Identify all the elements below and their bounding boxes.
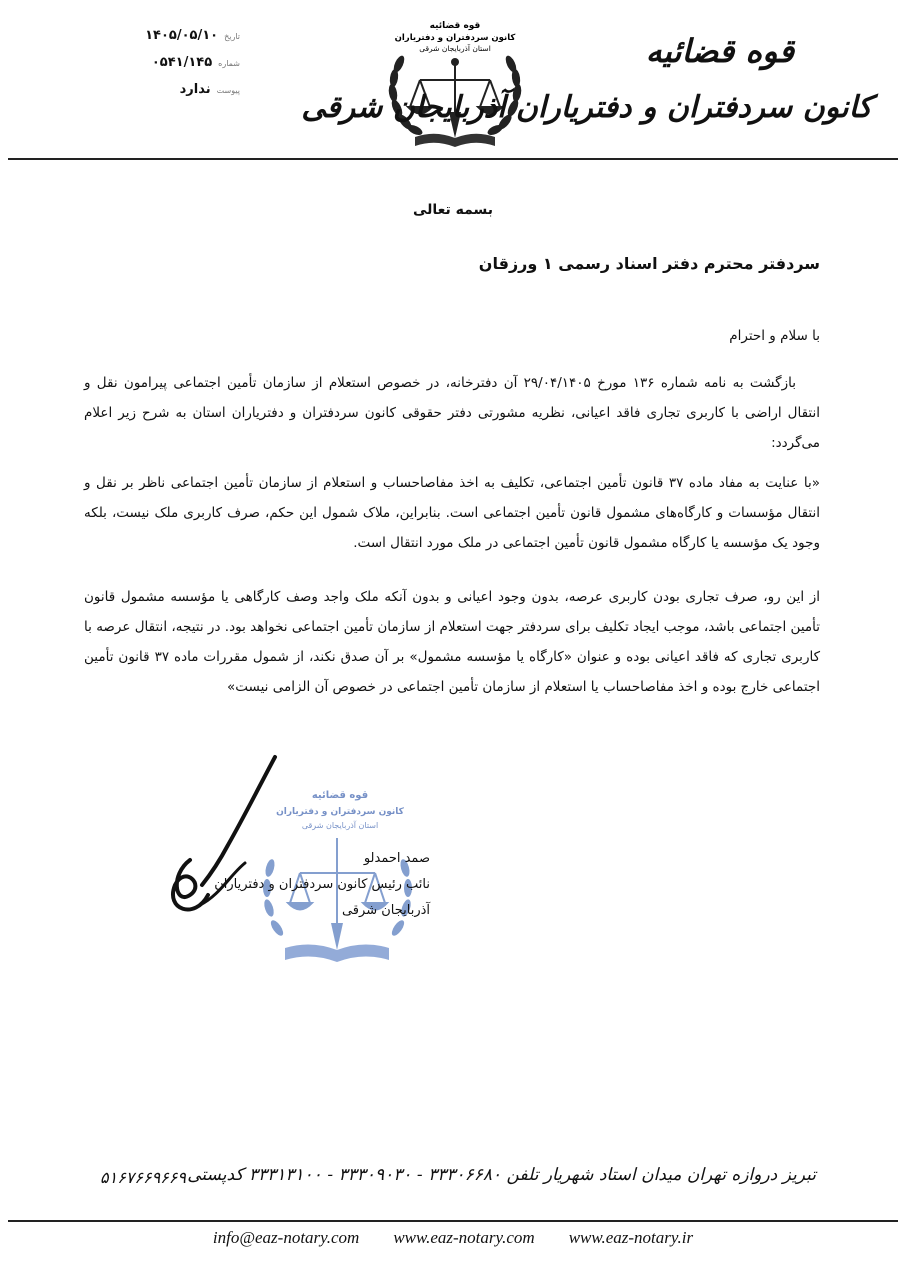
greeting: با سلام و احترام xyxy=(729,328,820,344)
org-name: کانون سردفتران و دفتریاران آذربایجان شرقی xyxy=(301,90,872,125)
signer-name: صمد احمدلو xyxy=(363,851,430,866)
recipient: سردفتر محترم دفتر اسناد رسمی ۱ ورزقان xyxy=(478,254,820,273)
website-link-ir[interactable]: www.eaz-notary.ir xyxy=(568,1228,694,1247)
paragraph-2: «با عنایت به مفاد ماده ۳۷ قانون تأمین اجتماعی، تکلیف به اخذ مفاصاحساب و استعلام از سازمان تأمین اجتماعی ناظر بر نقل و انتقال مؤسسات و کارگاه‌های مشمول قانون تأمین اجتماعی است. بنابراین، ملاک شمول این حکم، صرف کاربری ملک نیست، بلکه وجود یک مؤسسه یا کارگاه مشمول قانون تأمین اجتماعی در ملک مورد انتقال است. xyxy=(84,475,820,551)
stamp-text-2: کانون سردفتران و دفتریاران xyxy=(276,807,404,817)
signer-province: آذربایجان شرقی xyxy=(341,903,430,918)
footer-divider xyxy=(8,1220,898,1222)
signer-block xyxy=(160,846,430,924)
attachment-label: پیوست xyxy=(216,86,240,95)
date-label: تاریخ xyxy=(224,32,240,41)
date-row xyxy=(110,28,240,55)
basmala: بسمه تعالی xyxy=(412,202,494,218)
org-title: قوه قضائیه xyxy=(645,32,794,70)
letter-meta xyxy=(110,28,240,109)
number-value: ۰۵۴۱/۱۴۵ xyxy=(151,55,213,70)
email-link[interactable]: info@eaz-notary.com xyxy=(212,1228,360,1247)
attachment-value: ندارد xyxy=(179,82,211,97)
scales-of-justice-icon xyxy=(375,12,535,157)
footer-postal-code: ۵۱۶۷۶۶۹۶۶۹ xyxy=(100,1168,186,1187)
paragraph-1: بازگشت به نامه شماره ۱۳۶ مورخ ۲۹/۰۴/۱۴۰۵ آن دفترخانه، در خصوص استعلام از سازمان تأمین اجتماعی پیرامون نقل و انتقال اراضی با کاربری تجاری فاقد اعیانی، نظریه مشورتی دفتر حقوقی کانون سردفتران و دفتریاران استان به شرح زیر اعلام می‌گردد: xyxy=(84,375,820,451)
footer-address: تبریز دروازه تهران میدان استاد شهریار تلفن ۳۳۳۰۶۶۸۰ - ۳۳۳۰۹۰۳۰ - ۳۳۳۱۳۱۰۰ کدپستی xyxy=(187,1165,816,1185)
footer-links xyxy=(0,1228,906,1248)
date-value: ۱۴۰۵/۰۵/۱۰ xyxy=(145,28,219,43)
header-divider xyxy=(8,158,898,160)
website-link-com[interactable]: www.eaz-notary.com xyxy=(393,1228,535,1247)
number-label: شماره xyxy=(218,59,240,68)
logo-text-1: قوه قضائیه xyxy=(429,21,481,31)
logo-text-3: استان آذربایجان شرقی xyxy=(419,44,491,53)
logo-text-2: کانون سردفتران و دفتریاران xyxy=(394,33,516,43)
judiciary-logo xyxy=(375,12,535,157)
number-row xyxy=(110,55,240,82)
stamp-text-3: استان آذربایجان شرقی xyxy=(301,821,379,830)
signer-title: نائب رئیس کانون سردفتران و دفتریاران xyxy=(214,877,430,892)
attachment-row xyxy=(110,82,240,109)
paragraph-3: از این رو، صرف تجاری بودن کاربری عرصه، بدون وجود اعیانی و بدون آنکه ملک واجد وصف کارگاهی یا مؤسسه مشمول قانون تأمین اجتماعی باشد، موجب ایجاد تکلیف برای سردفتر جهت استعلام از سازمان تأمین اجتماعی نخواهد بود. در نتیجه، انتقال عرصه با کاربری تجاری که فاقد اعیانی بوده و عنوان «کارگاه یا مؤسسه مشمول» بر آن صدق نکند، از شمول مقررات ماده ۳۷ قانون تأمین اجتماعی خارج بوده و اخذ مفاصاحساب یا استعلام از سازمان تأمین اجتماعی در خصوص آن الزامی نیست» xyxy=(84,589,820,695)
stamp-text-1: قوه قضائیه xyxy=(311,790,369,801)
